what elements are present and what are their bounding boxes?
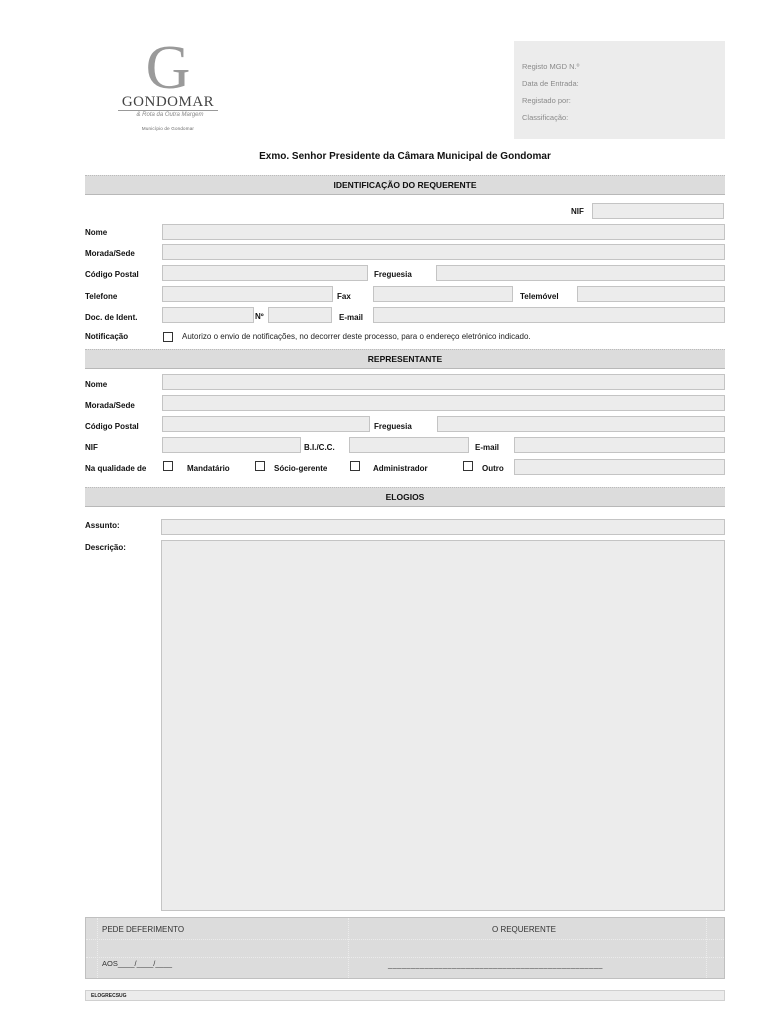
telemovel-label: Telemóvel [520, 292, 559, 301]
logo-letter: G [145, 34, 191, 102]
requerente-morada-input[interactable] [162, 244, 725, 260]
signature-grid-line [706, 918, 707, 978]
date-line: AOS____/____/____ [102, 959, 173, 968]
freguesia-label: Freguesia [374, 270, 412, 279]
requerente-fax-input[interactable] [373, 286, 513, 302]
signature-grid-line [86, 939, 724, 940]
o-requerente-label: O REQUERENTE [492, 925, 557, 934]
registry-box [514, 41, 725, 139]
representante-outro-input[interactable] [514, 459, 725, 475]
representante-nif-input[interactable] [162, 437, 301, 453]
elogios-assunto-input[interactable] [161, 519, 725, 535]
morada-label: Morada/Sede [85, 249, 135, 258]
rep-freguesia-label: Freguesia [374, 422, 412, 431]
rep-codigo-postal-label: Código Postal [85, 422, 139, 431]
signature-grid-line [348, 918, 349, 978]
registry-number-label: Registo MGD N.º [522, 62, 580, 71]
fax-label: Fax [337, 292, 351, 301]
rep-morada-label: Morada/Sede [85, 401, 135, 410]
entry-date-label: Data de Entrada: [522, 79, 579, 88]
section-header-representante: REPRESENTANTE [85, 349, 725, 369]
nif-label: NIF [571, 207, 584, 216]
rep-nif-label: NIF [85, 443, 98, 452]
codigo-postal-label: Código Postal [85, 270, 139, 279]
mandatario-label: Mandatário [187, 464, 230, 473]
doc-ident-label: Doc. de Ident. [85, 313, 138, 322]
outro-label: Outro [482, 464, 504, 473]
numero-label: Nº [255, 312, 264, 321]
requerente-telefone-input[interactable] [162, 286, 333, 302]
logo-subtitle: Município de Gondomar [141, 126, 195, 131]
requerente-freguesia-input[interactable] [436, 265, 725, 281]
socio-gerente-label: Sócio-gerente [274, 464, 328, 473]
notificacao-checkbox[interactable] [163, 332, 173, 342]
representante-codigo-postal-input[interactable] [162, 416, 370, 432]
form-code: ELOGRECSUG [85, 990, 725, 1001]
mandatario-checkbox[interactable] [163, 461, 173, 471]
signature-line: _______________________________________________ [388, 960, 603, 969]
pede-deferimento-label: PEDE DEFERIMENTO [102, 925, 185, 934]
assunto-label: Assunto: [85, 521, 120, 530]
page-title: Exmo. Senhor Presidente da Câmara Municipal de Gondomar [259, 151, 551, 162]
rep-bi-label: B.I./C.C. [304, 443, 335, 452]
representante-nome-input[interactable] [162, 374, 725, 390]
logo-name: GONDOMAR [121, 94, 215, 110]
socio-gerente-checkbox[interactable] [255, 461, 265, 471]
signature-grid-line [86, 957, 724, 958]
requerente-nome-input[interactable] [162, 224, 725, 240]
logo-script: & Rota da Outra Margem [136, 112, 204, 118]
descricao-label: Descrição: [85, 543, 126, 552]
signature-area [85, 917, 725, 979]
representante-bi-input[interactable] [349, 437, 469, 453]
rep-nome-label: Nome [85, 380, 108, 389]
rep-email-label: E-mail [475, 443, 500, 452]
requerente-nif-input[interactable] [592, 203, 724, 219]
telefone-label: Telefone [85, 292, 118, 301]
logo-divider [118, 110, 218, 111]
requerente-codigo-postal-input[interactable] [162, 265, 368, 281]
signature-grid-line [97, 918, 98, 978]
requerente-telemovel-input[interactable] [577, 286, 725, 302]
classification-label: Classificação: [522, 113, 569, 122]
representante-email-input[interactable] [514, 437, 725, 453]
administrador-checkbox[interactable] [350, 461, 360, 471]
administrador-label: Administrador [373, 464, 428, 473]
outro-checkbox[interactable] [463, 461, 473, 471]
registered-by-label: Registado por: [522, 96, 571, 105]
notificacao-text: Autorizo o envio de notificações, no decorrer deste processo, para o endereço eletrónico indicado. [182, 332, 531, 341]
qualidade-label: Na qualidade de [85, 464, 147, 473]
requerente-email-input[interactable] [373, 307, 725, 323]
notificacao-label: Notificação [85, 332, 129, 341]
representante-freguesia-input[interactable] [437, 416, 725, 432]
section-header-requerente: IDENTIFICAÇÃO DO REQUERENTE [85, 175, 725, 195]
requerente-numero-input[interactable] [268, 307, 332, 323]
elogios-descricao-textarea[interactable] [161, 540, 725, 911]
email-label: E-mail [339, 313, 364, 322]
nome-label: Nome [85, 228, 108, 237]
section-header-elogios: ELOGIOS [85, 487, 725, 507]
representante-morada-input[interactable] [162, 395, 725, 411]
requerente-doc-ident-input[interactable] [162, 307, 254, 323]
